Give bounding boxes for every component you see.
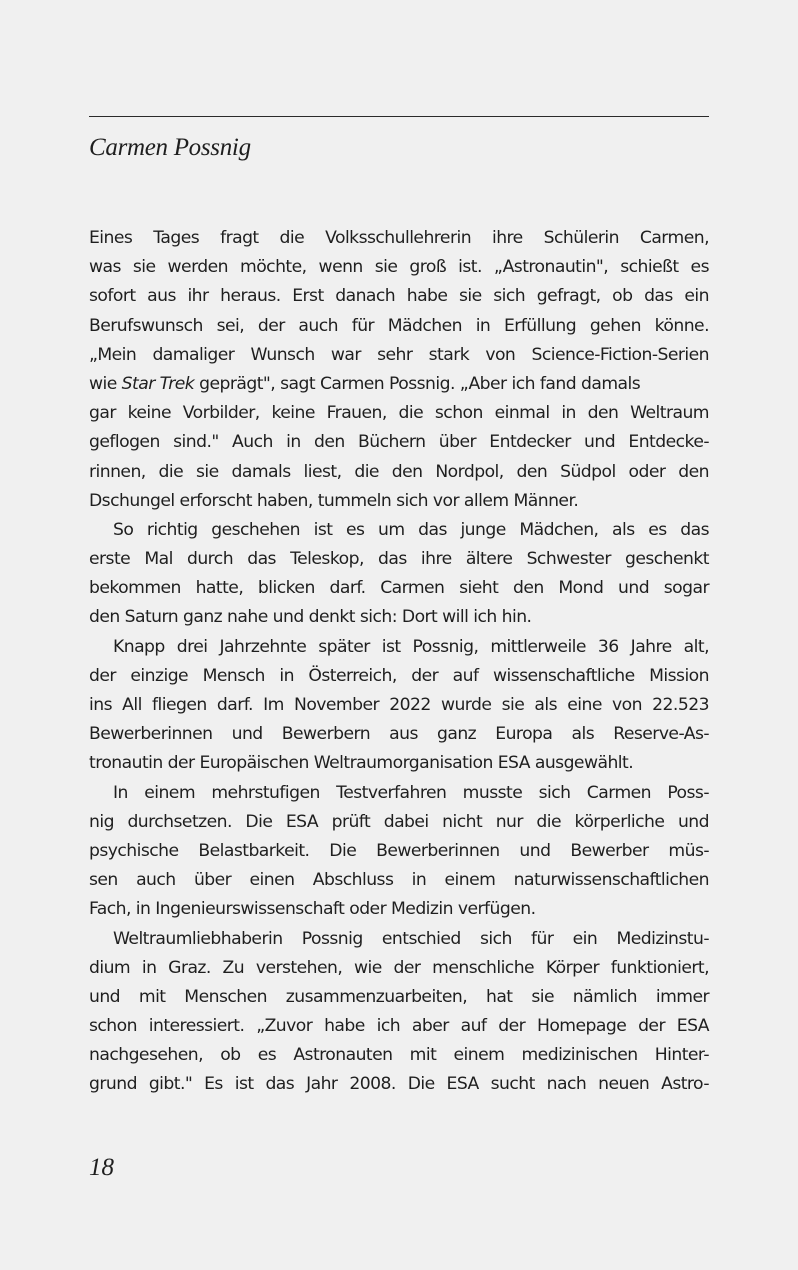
- text-segment: wie: [89, 373, 122, 394]
- text-line: nachgesehen, ob es Astronauten mit einem medizinischen Hinter-: [89, 1045, 709, 1066]
- text-line: In einem mehrstufigen Testverfahren musste sich Carmen Poss-: [113, 782, 709, 803]
- text-line: erste Mal durch das Teleskop, das ihre ältere Schwester geschenkt: [89, 549, 709, 570]
- page-number: 18: [89, 1154, 114, 1181]
- text-line: rinnen, die sie damals liest, die den Nordpol, den Südpol oder den: [89, 461, 709, 482]
- text-line: bekommen hatte, blicken darf. Carmen sieht den Mond und sogar: [89, 578, 709, 599]
- text-line: Eines Tages fragt die Volksschullehrerin ihre Schülerin Carmen,: [89, 228, 709, 248]
- title-star-trek: Star Trek: [121, 373, 195, 394]
- text-segment: geprägt", sagt Carmen Possnig. „Aber ich fand damals: [194, 373, 641, 394]
- text-line: was sie werden möchte, wenn sie groß ist. „Astronautin", schießt es: [89, 257, 709, 278]
- text-line: der einzige Mensch in Österreich, der auf wissenschaftliche Mission: [89, 665, 709, 686]
- text-line: „Mein damaliger Wunsch war sehr stark von Science-Fiction-Serien: [89, 344, 709, 365]
- article-body: [89, 224, 709, 1100]
- text-line: psychische Belastbarkeit. Die Bewerberinnen und Bewerber müs-: [89, 840, 709, 861]
- text-line: Knapp drei Jahrzehnte später ist Possnig, mittlerweile 36 Jahre alt,: [113, 636, 709, 657]
- text-line: tronautin der Europäischen Weltraumorganisation ESA ausgewählt.: [89, 753, 634, 774]
- text-line: Dschungel erforscht haben, tummeln sich vor allem Männer.: [89, 490, 579, 511]
- text-line: [89, 370, 709, 399]
- text-line: und mit Menschen zusammenzuarbeiten, hat sie nämlich immer: [89, 986, 709, 1007]
- text-line: den Saturn ganz nahe und denkt sich: Dort will ich hin.: [89, 607, 532, 628]
- text-line: Bewerberinnen und Bewerbern aus ganz Europa als Reserve-As-: [89, 724, 709, 745]
- text-line: Fach, in Ingenieurswissenschaft oder Medizin verfügen.: [89, 899, 536, 920]
- text-line: Weltraumliebhaberin Possnig entschied sich für ein Medizinstu-: [113, 928, 709, 949]
- text-line: sofort aus ihr heraus. Erst danach habe sie sich gefragt, ob das ein: [89, 286, 709, 307]
- text-line: gar keine Vorbilder, keine Frauen, die schon einmal in den Weltraum: [89, 403, 709, 424]
- header-rule: [89, 116, 709, 117]
- author-name: Carmen Possnig: [89, 134, 251, 161]
- text-line: Berufswunsch sei, der auch für Mädchen in Erfüllung gehen könne.: [89, 315, 709, 336]
- text-line: schon interessiert. „Zuvor habe ich aber auf der Homepage der ESA: [89, 1016, 709, 1037]
- text-line: ins All fliegen darf. Im November 2022 wurde sie als eine von 22.523: [89, 695, 709, 715]
- text-line: So richtig geschehen ist es um das junge Mädchen, als es das: [113, 519, 709, 540]
- text-line: dium in Graz. Zu verstehen, wie der menschliche Körper funktioniert,: [89, 957, 709, 978]
- text-line: grund gibt." Es ist das Jahr 2008. Die ESA sucht nach neuen Astro-: [89, 1074, 709, 1095]
- text-line: geflogen sind." Auch in den Büchern über Entdecker und Entdecke-: [89, 432, 709, 453]
- text-line: nig durchsetzen. Die ESA prüft dabei nicht nur die körperliche und: [89, 811, 709, 832]
- text-line: sen auch über einen Abschluss in einem naturwissenschaftlichen: [89, 870, 709, 891]
